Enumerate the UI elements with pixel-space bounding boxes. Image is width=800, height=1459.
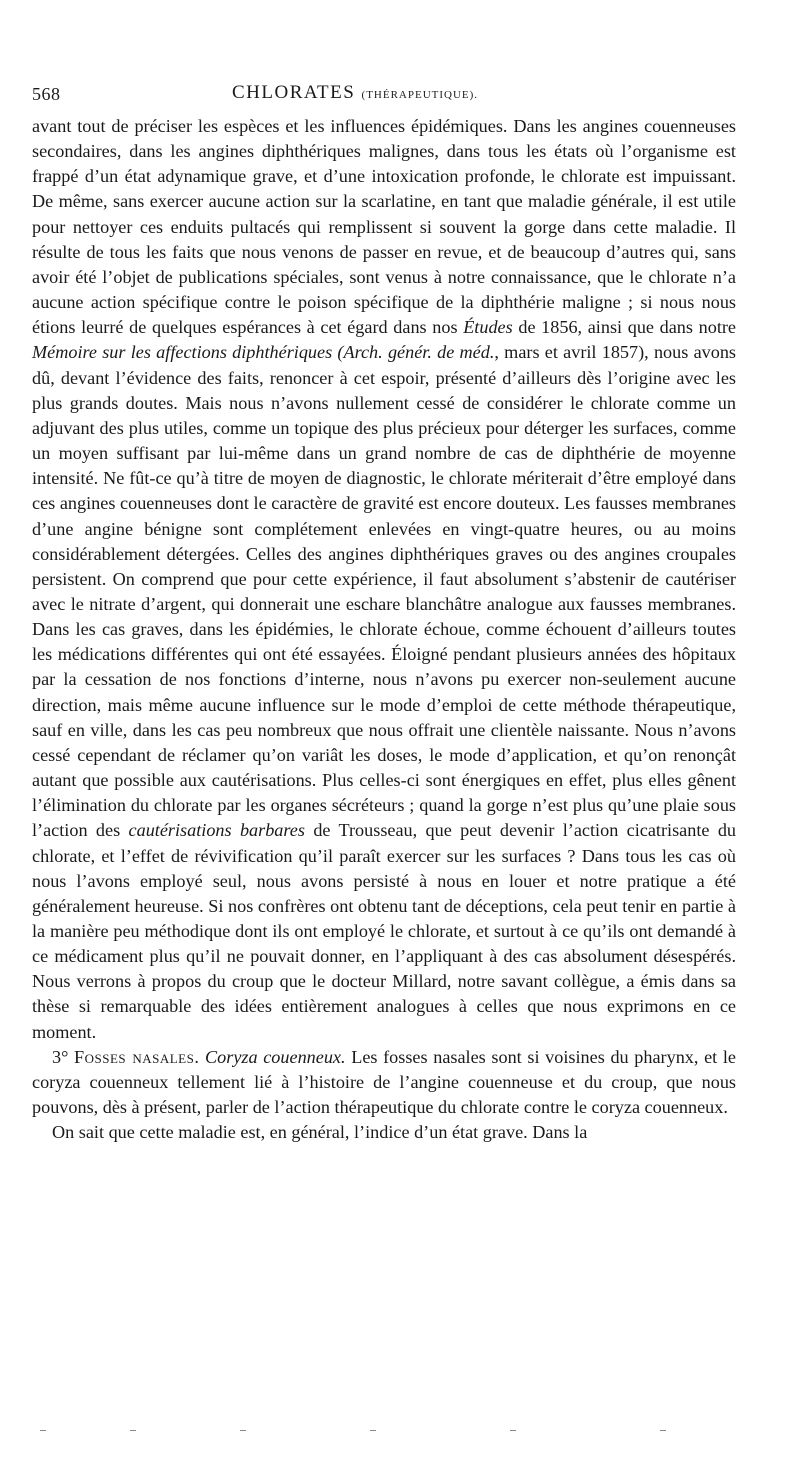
- running-title-main: CHLORATES: [232, 82, 356, 103]
- paragraph-fosses-nasales: [32, 1045, 736, 1120]
- italic-run: Mémoire sur les affections diphthériques (Arch. génér. de méd.: [32, 342, 495, 363]
- paragraph-final: [32, 1120, 736, 1145]
- text-run: de 1856, ainsi que dans notre: [512, 317, 736, 338]
- text-run: avant tout de préciser les espèces et les influences épidémiques. Dans les angines couenneuses secondaires, dans les angines diphthériques malignes, dans tous les états où l’organisme est frappé d’un état adynamique grave, et d’une intoxication profonde, le chlorate est impuissant. De même, sans exercer aucune action sur la scarlatine, en tant que maladie générale, il est utile pour nettoyer ces enduits pultacés qui remplissent si souvent la gorge dans cette maladie. Il résulte de tous les faits que nous venons de passer en revue, et de beaucoup d’autres qui, sans avoir été l’objet de publications spéciales, sont venus à notre connaissance, que le chlorate n’a aucune action spécifique contre le poison spécifique de la diphthérie maligne ; si nous nous étions leurré de quelques espérances à cet égard dans nos: [32, 116, 736, 338]
- section-heading: Fosses nasales.: [74, 1046, 200, 1067]
- section-subheading: Coryza couenneux.: [205, 1046, 346, 1067]
- running-title: [232, 82, 478, 104]
- text-run: de Trousseau, que peut devenir l’action cicatrisante du chlorate, et l’effet de révivification qu’il paraît exercer sur les surfaces ? Dans tous les cas où nous l’avons employé seul, nous avons persisté à nous en louer et notre pratique a été généralement heureuse. Si nos confrères ont obtenu tant de déceptions, cela peut tenir en partie à la manière peu méthodique dont ils ont employé le chlorate, et surtout à ce qu’ils ont demandé à ce médicament plus qu’il ne pouvait donner, en l’appliquant à des cas absolument désespérés. Nous verrons à propos du croup que le docteur Millard, notre savant collègue, a émis dans sa thèse si remarquable des idées entièrement analogues à celles que nous exprimons en ce moment.: [32, 820, 737, 1042]
- page-number: 568: [32, 84, 61, 104]
- paragraph-chlorate-discussion: [32, 114, 736, 1045]
- running-title-sub: (THÉRAPEUTIQUE).: [361, 89, 479, 101]
- bottom-scan-marks: [40, 1430, 760, 1440]
- text-run: Les fosses nasales sont si voisines du pharynx, et le coryza couenneux tellement lié à l’histoire de l’angine couenneuse et du croup, que nous pouvons, dès à présent, parler de l’action thérapeutique du chlorate contre le coryza couenneux.: [32, 1046, 736, 1118]
- book-page: [32, 70, 736, 1145]
- page-header: [32, 70, 736, 104]
- text-run: , mars et avril 1857), nous avons dû, devant l’évidence des faits, renoncer à cet espoir, présenté d’ailleurs dès l’origine avec les plus grands doutes. Mais nous n’avons nullement cessé de considérer le chlorate comme un adjuvant des plus utiles, comme un topique des plus précieux pour déterger les surfaces, comme un moyen suffisant par lui-même dans un grand nombre de cas de diphthérie de moyenne intensité. Ne fût-ce qu’à titre de moyen de diagnostic, le chlorate mériterait d’être employé dans ces angines couenneuses dont le caractère de gravité est encore douteux. Les fausses membranes d’une angine bénigne sont complétement enlevées en vingt-quatre heures, ou au moins considérablement détergées. Celles des angines diphthériques graves ou des angines croupales persistent. On comprend que pour cette expérience, il faut absolument s’abstenir de cautériser avec le nitrate d’argent, qui donnerait une eschare blanchâtre analogue aux fausses membranes. Dans les cas graves, dans les épidémies, le chlorate échoue, comme échouent d’ailleurs toutes les médications différentes qui ont été essayées. Éloigné pendant plusieurs années des hôpitaux par la cessation de nos fonctions d’interne, nous n’avons pu exercer non-seulement aucune direction, mais même aucune influence sur le mode d’emploi de cette méthode thérapeutique, sauf en ville, dans les cas peu nombreux que nous offrait une clientèle naissante. Nous n’avons cessé cependant de réclamer qu’on variât les doses, le mode d’application, et qu’on renonçât autant que possible aux cautérisations. Plus celles-ci sont énergiques en effet, plus elles gênent l’élimination du chlorate par les organes sécréteurs ; quand la gorge n’est plus qu’une plaie sous l’action des: [32, 342, 737, 841]
- text-run: On sait que cette maladie est, en général, l’indice d’un état grave. Dans la: [52, 1122, 588, 1143]
- body-text: [32, 114, 736, 1145]
- italic-run: cautérisations barbares: [128, 820, 305, 841]
- section-number: 3°: [52, 1046, 69, 1067]
- italic-run: Études: [463, 317, 513, 338]
